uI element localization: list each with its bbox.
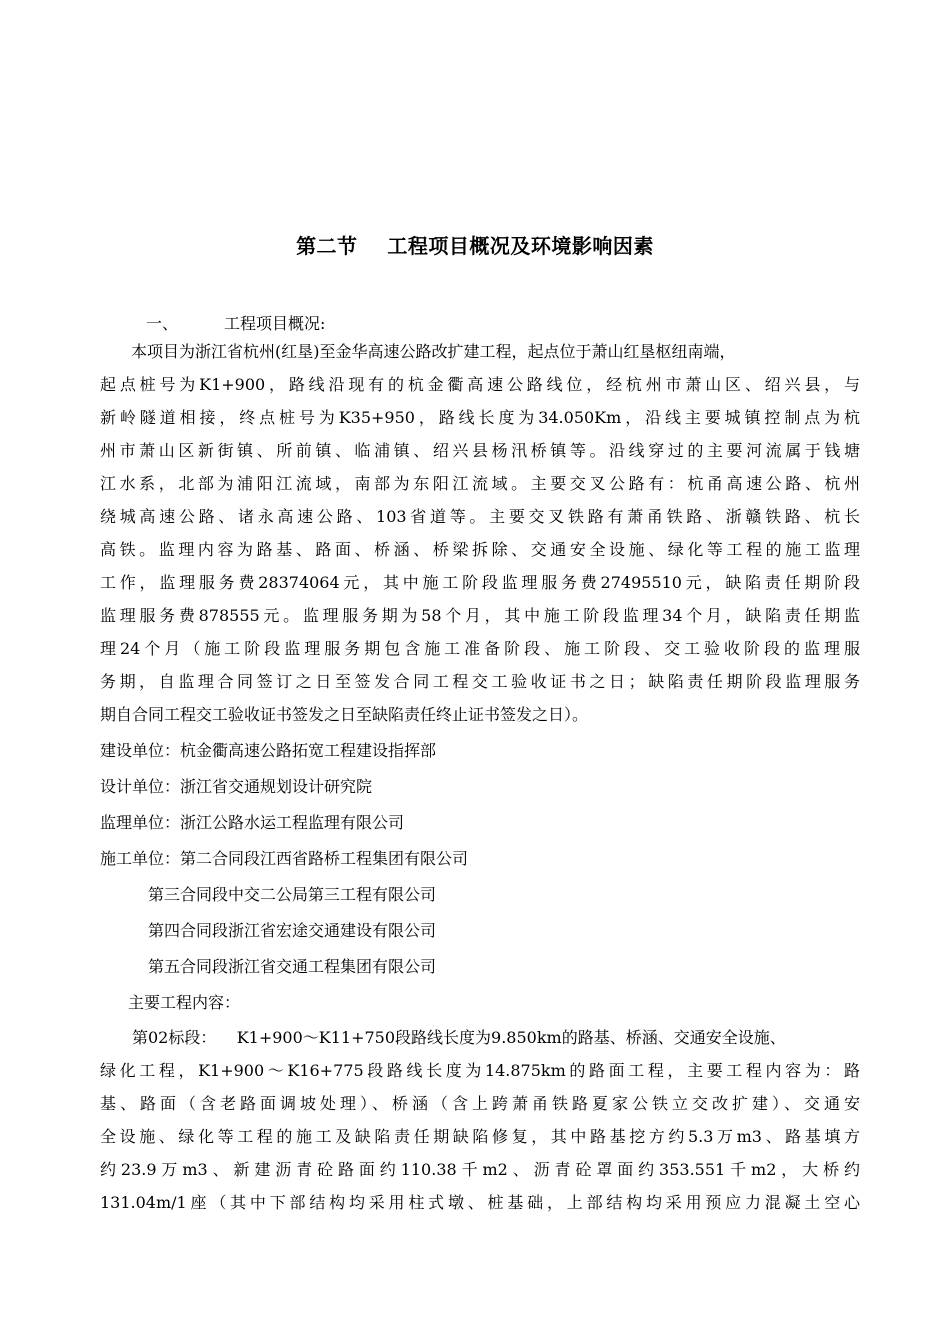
overview-heading (100, 313, 860, 335)
paragraph-line: 新岭隧道相接，终点桩号为K35+950，路线长度为34.050Km，沿线主要城镇控制点为杭 (100, 408, 860, 427)
overview-heading-label: 工程项目概况: (224, 314, 326, 333)
paragraph-line: 江水系，北部为浦阳江流域，南部为东阳江流域。主要交叉公路有：杭甬高速公路、杭州 (100, 474, 860, 493)
paragraph-line: 高铁。监理内容为路基、路面、桥涵、桥梁拆除、交通安全设施、绿化等工程的施工监理 (100, 540, 860, 559)
bid-line: 全设施、绿化等工程的施工及缺陷责任期缺陷修复，其中路基挖方约5.3万m3、路基填方 (100, 1127, 860, 1146)
contractor-item: 第三合同段中交二公局第三工程有限公司 (148, 885, 437, 904)
contractor-unit: 施工单位：第二合同段江西省路桥工程集团有限公司 (100, 849, 469, 868)
bid-line: 绿化工程，K1+900～K16+775段路线长度为14.875km的路面工程，主要工程内容为：路 (100, 1061, 860, 1080)
contractor-item: 第四合同段浙江省宏途交通建设有限公司 (148, 921, 437, 940)
paragraph-line: 工作，监理服务费28374064元，其中施工阶段监理服务费27495510元，缺陷责任期阶段 (100, 573, 860, 592)
unit-list (100, 733, 860, 985)
paragraph-line: 起点桩号为K1+900，路线沿现有的杭金衢高速公路线位，经杭州市萧山区、绍兴县，与 (100, 375, 860, 394)
contractor-item: 第五合同段浙江省交通工程集团有限公司 (148, 957, 437, 976)
paragraph-line: 本项目为浙江省杭州(红垦)至金华高速公路改扩建工程，起点位于萧山红垦枢纽南端， (131, 342, 736, 361)
paragraph-line: 绕城高速公路、诸永高速公路、103省道等。主要交叉铁路有萧甬铁路、浙赣铁路、杭长 (100, 507, 860, 526)
bid-line: 131.04m/1座（其中下部结构均采用柱式墩、桩基础，上部结构均采用预应力混凝土空心 (100, 1193, 860, 1212)
design-unit: 设计单位：浙江省交通规划设计研究院 (100, 777, 373, 796)
paragraph-line: 州市萧山区新街镇、所前镇、临浦镇、绍兴县杨汛桥镇等。沿线穿过的主要河流属于钱塘 (100, 441, 860, 460)
overview-paragraph (100, 335, 860, 731)
supervision-unit: 监理单位：浙江公路水运工程监理有限公司 (100, 813, 405, 832)
paragraph-line: 期自合同工程交工验收证书签发之日至缺陷责任终止证书签发之日）。 (100, 705, 589, 724)
section-title: 第二节 工程项目概况及环境影响因素 (296, 234, 654, 258)
paragraph-line: 务期，自监理合同签订之日至签发合同工程交工验收证书之日；缺陷责任期阶段监理服务 (100, 672, 860, 691)
document-body (100, 313, 860, 1219)
construction-unit: 建设单位：杭金衢高速公路拓宽工程建设指挥部 (100, 741, 437, 760)
main-works-label: 主要工程内容： (128, 993, 241, 1012)
paragraph-line: 监理服务费878555元。监理服务期为58个月，其中施工阶段监理34个月，缺陷责任期监 (100, 606, 860, 625)
bid-line: 基、路面（含老路面调坡处理）、桥涵（含上跨萧甬铁路夏家公铁立交改扩建）、交通安 (100, 1094, 860, 1113)
bid-section-paragraph (100, 1021, 860, 1219)
paragraph-line: 理24个月（施工阶段监理服务期包含施工准备阶段、施工阶段、交工验收阶段的监理服 (100, 639, 860, 658)
bid-line: 第02标段： K1+900～K11+750段路线长度为9.850km的路基、桥涵、交通安全设施、 (132, 1028, 786, 1047)
bid-line: 约23.9万m3、新建沥青砼路面约110.38千m2、沥青砼罩面约353.551千m2，大桥约 (100, 1160, 860, 1179)
overview-heading-number: 一、 (146, 314, 179, 333)
